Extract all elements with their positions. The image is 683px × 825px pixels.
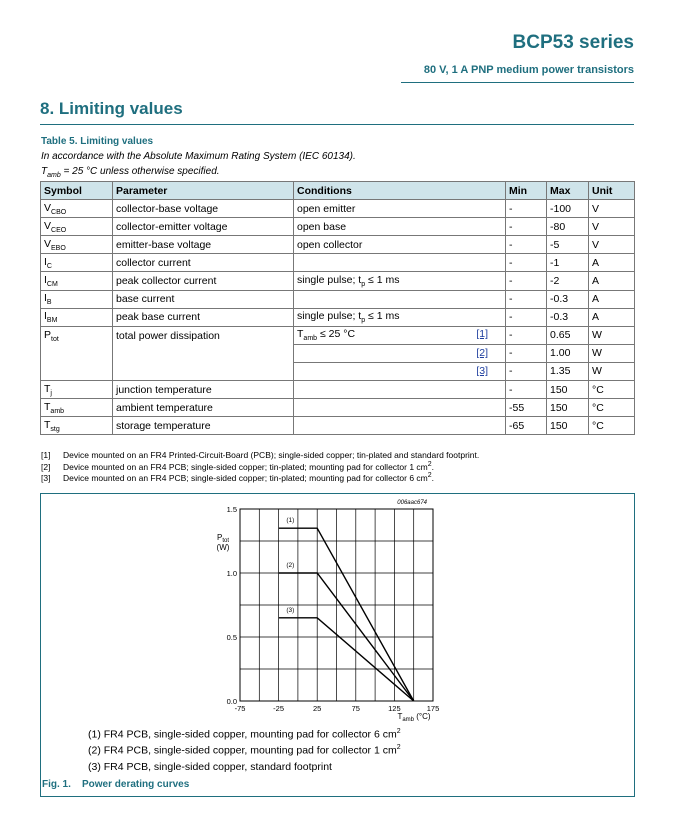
- parameter-cell: peak collector current: [113, 272, 294, 290]
- symbol-cell: $I_{BM}$: [41, 308, 113, 326]
- unit-cell: °C: [589, 399, 635, 417]
- series-label: (3): [286, 606, 295, 614]
- figure-caption: Fig. 1. Power derating curves: [42, 779, 190, 790]
- column-header: Max: [547, 182, 589, 200]
- min-cell: -: [506, 272, 547, 290]
- footnote: [2] Device mounted on an FR4 PCB; single-sided copper; tin-plated; mounting pad for collector 1 $cm^2$.: [41, 461, 435, 472]
- document-title: BCP53 series: [512, 32, 634, 53]
- symbol-cell: $T_{amb}$: [41, 399, 113, 417]
- unit-cell: °C: [589, 417, 635, 435]
- symbol-cell: $V_{CEO}$: [41, 218, 113, 236]
- max-cell: -0.3: [547, 308, 589, 326]
- legend-item: (2) FR4 PCB, single-sided copper, mounting pad for collector 1 $cm^2$: [88, 744, 401, 757]
- max-cell: -5: [547, 236, 589, 254]
- max-cell: 1.00: [547, 344, 589, 362]
- min-cell: -: [506, 344, 547, 362]
- parameter-cell: collector-emitter voltage: [113, 218, 294, 236]
- document-subtitle: 80 V, 1 A PNP medium power transistors: [423, 64, 634, 76]
- max-cell: -0.3: [547, 290, 589, 308]
- symbol-cell: $T_{stg}$: [41, 417, 113, 435]
- symbol-cell: $V_{EBO}$: [41, 236, 113, 254]
- unit-cell: V: [589, 218, 635, 236]
- chart-grid: [240, 509, 433, 701]
- max-cell: 150: [547, 399, 589, 417]
- chart-series: [279, 517, 414, 701]
- min-cell: -: [506, 290, 547, 308]
- symbol-cell: $P_{tot}$: [41, 326, 113, 344]
- column-header: Unit: [589, 182, 635, 200]
- unit-cell: V: [589, 236, 635, 254]
- max-cell: 0.65: [547, 326, 589, 344]
- max-cell: 150: [547, 417, 589, 435]
- footnote: [3] Device mounted on an FR4 PCB; single-sided copper; tin-plated; mounting pad for collector 6 $cm^2$.: [41, 472, 435, 483]
- footnote-ref-link[interactable]: [1]: [476, 328, 488, 341]
- y-axis-unit: (W): [216, 543, 230, 552]
- unit-cell: A: [589, 254, 635, 272]
- y-tick-label: 0.0: [226, 697, 237, 706]
- parameter-cell: ambient temperature: [113, 399, 294, 417]
- min-cell: -: [506, 381, 547, 399]
- conditions-cell: open emitter: [294, 200, 506, 218]
- conditions-cell: open base: [294, 218, 506, 236]
- conditions-cell: $T_{amb} \le 25$ °C [1]: [294, 326, 506, 344]
- min-cell: -: [506, 236, 547, 254]
- chart-ticks: [227, 505, 440, 713]
- max-cell: 1.35: [547, 362, 589, 380]
- parameter-cell: collector-base voltage: [113, 200, 294, 218]
- min-cell: -: [506, 308, 547, 326]
- x-tick-label: -75: [234, 704, 246, 713]
- parameter-cell: emitter-base voltage: [113, 236, 294, 254]
- x-tick-label: 125: [388, 704, 401, 713]
- unit-cell: A: [589, 290, 635, 308]
- max-cell: -80: [547, 218, 589, 236]
- section-title: 8. Limiting values: [40, 99, 183, 118]
- series-line: [279, 618, 414, 701]
- column-header: Min: [506, 182, 547, 200]
- figure-code: 006aac674: [397, 500, 427, 506]
- parameter-cell: junction temperature: [113, 381, 294, 399]
- footnote-ref-link[interactable]: [3]: [476, 365, 488, 378]
- column-header: Parameter: [113, 182, 294, 200]
- series-label: (2): [286, 562, 295, 569]
- symbol-cell: $T_j$: [41, 381, 113, 399]
- x-tick-label: -25: [273, 704, 285, 713]
- footnote-ref-link[interactable]: [2]: [476, 347, 488, 360]
- x-tick-label: 175: [426, 704, 440, 713]
- max-cell: -1: [547, 254, 589, 272]
- legend-item: (1) FR4 PCB, single-sided copper, mounting pad for collector 6 $cm^2$: [88, 728, 401, 741]
- footnote: [1] Device mounted on an FR4 Printed-Circuit-Board (PCB); single-sided copper; tin-plated and standard footprint.: [41, 450, 480, 460]
- min-cell: -: [506, 254, 547, 272]
- max-cell: -100: [547, 200, 589, 218]
- unit-cell: W: [589, 344, 635, 362]
- symbol-cell: $I_C$: [41, 254, 113, 272]
- parameter-cell: collector current: [113, 254, 294, 272]
- unit-cell: W: [589, 362, 635, 380]
- symbol-cell: $I_B$: [41, 290, 113, 308]
- column-header: Symbol: [41, 182, 113, 200]
- conditions-cell: open collector: [294, 236, 506, 254]
- unit-cell: A: [589, 272, 635, 290]
- unit-cell: °C: [589, 381, 635, 399]
- min-cell: -: [506, 362, 547, 380]
- min-cell: -: [506, 218, 547, 236]
- table-note-temperature: $T_{amb} = 25$ °C unless otherwise specified.: [41, 166, 220, 179]
- y-tick-label: 1.5: [226, 505, 237, 514]
- y-tick-label: 0.5: [226, 633, 237, 642]
- unit-cell: A: [589, 308, 635, 326]
- unit-cell: V: [589, 200, 635, 218]
- x-axis-label: $T_{amb}$ (°C): [397, 712, 431, 723]
- x-tick-label: 75: [351, 704, 360, 713]
- y-tick-label: 1.0: [226, 569, 237, 578]
- y-axis-label: $P_{tot}$: [216, 533, 230, 544]
- max-cell: 150: [547, 381, 589, 399]
- column-header: Conditions: [294, 182, 506, 200]
- unit-cell: W: [589, 326, 635, 344]
- min-cell: -55: [506, 399, 547, 417]
- symbol-cell: $I_{CM}$: [41, 272, 113, 290]
- max-cell: -2: [547, 272, 589, 290]
- conditions-cell: single pulse; $t_p \le 1$ ms: [294, 272, 506, 290]
- table-note-standard: In accordance with the Absolute Maximum Rating System (IEC 60134).: [41, 151, 356, 162]
- x-tick-label: 25: [313, 704, 322, 713]
- series-label: (1): [286, 517, 295, 525]
- conditions-cell: single pulse; $t_p \le 1$ ms: [294, 308, 506, 326]
- symbol-cell: $V_{CBO}$: [41, 200, 113, 218]
- parameter-cell: storage temperature: [113, 417, 294, 435]
- min-cell: -: [506, 200, 547, 218]
- parameter-cell: total power dissipation: [113, 326, 294, 344]
- table-caption: Table 5. Limiting values: [41, 136, 154, 147]
- min-cell: -: [506, 326, 547, 344]
- parameter-cell: peak base current: [113, 308, 294, 326]
- parameter-cell: base current: [113, 290, 294, 308]
- min-cell: -65: [506, 417, 547, 435]
- legend-item: (3) FR4 PCB, single-sided copper, standard footprint: [88, 761, 332, 773]
